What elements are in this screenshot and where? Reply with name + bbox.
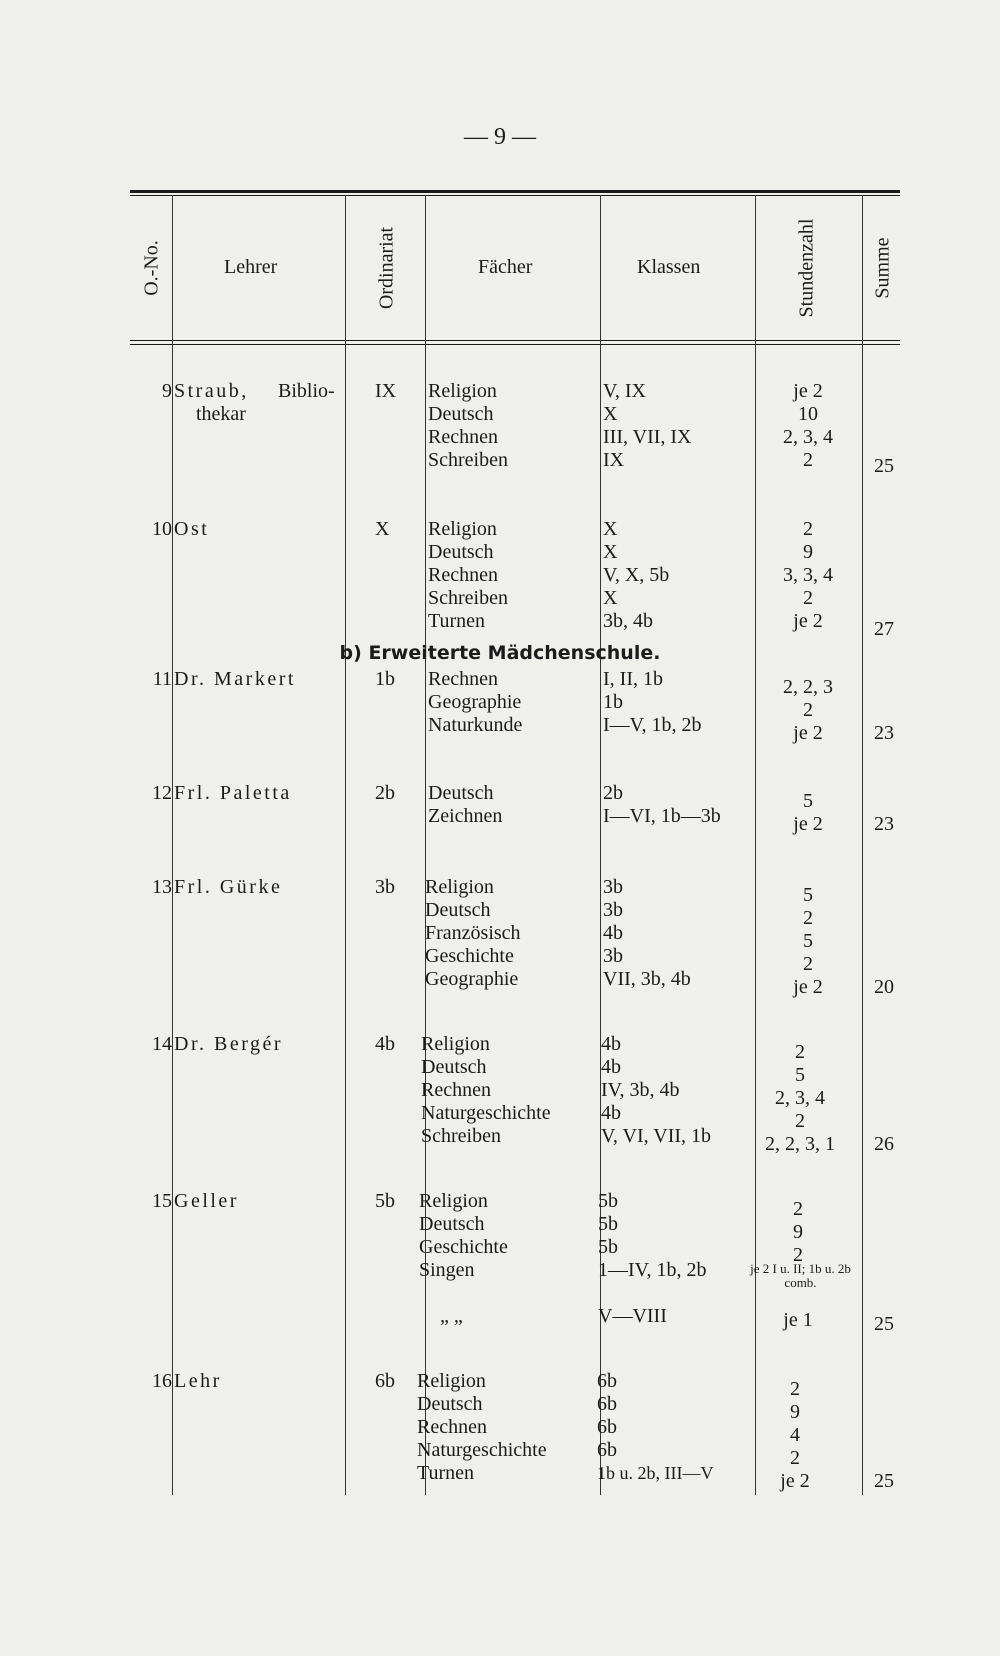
header-klassen: Klassen bbox=[637, 256, 701, 278]
sum: 23 bbox=[874, 813, 894, 835]
class: 5b bbox=[598, 1190, 618, 1212]
teacher-name: Frl. Gürke bbox=[174, 876, 283, 898]
sum: 26 bbox=[874, 1133, 894, 1155]
class: 5b bbox=[598, 1213, 618, 1235]
teacher-name: Lehr bbox=[174, 1370, 222, 1392]
hours: 2 bbox=[803, 449, 813, 471]
class: 6b bbox=[597, 1439, 617, 1461]
subject: Naturgeschichte bbox=[417, 1439, 547, 1461]
class: 3b bbox=[603, 899, 623, 921]
class: 3b bbox=[603, 945, 623, 967]
hours: 4 bbox=[790, 1424, 800, 1446]
subject: Religion bbox=[417, 1370, 486, 1392]
hours: 2, 3, 4 bbox=[783, 426, 833, 448]
class: 4b bbox=[603, 922, 623, 944]
hours: 2 bbox=[803, 953, 813, 975]
top-rule bbox=[130, 190, 900, 193]
subject: Religion bbox=[425, 876, 494, 898]
sum: 23 bbox=[874, 722, 894, 744]
teacher-ordinariat: 3b bbox=[375, 876, 395, 898]
teacher-ordinariat: 2b bbox=[375, 782, 395, 804]
header-ordinariat: Ordinariat bbox=[375, 226, 398, 310]
subject: Französisch bbox=[425, 922, 521, 944]
teacher-no: 14 bbox=[152, 1033, 172, 1055]
subject-ditto: „ „ bbox=[440, 1305, 463, 1327]
class: 3b, 4b bbox=[603, 610, 653, 632]
subject: Rechnen bbox=[428, 564, 498, 586]
hours: 2 bbox=[803, 907, 813, 929]
subject: Deutsch bbox=[417, 1393, 483, 1415]
teacher-ordinariat: 6b bbox=[375, 1370, 395, 1392]
subject: Religion bbox=[421, 1033, 490, 1055]
col-divider bbox=[172, 195, 173, 1495]
subject: Singen bbox=[419, 1259, 475, 1281]
hours: 2 bbox=[803, 699, 813, 721]
class: I—VI, 1b—3b bbox=[603, 805, 721, 827]
subject: Geschichte bbox=[425, 945, 514, 967]
hours: 5 bbox=[803, 790, 813, 812]
hours-note: je 2 I u. II; 1b u. 2b comb. bbox=[750, 1261, 851, 1290]
class: 5b bbox=[598, 1236, 618, 1258]
subject: Schreiben bbox=[421, 1125, 501, 1147]
subject: Rechnen bbox=[428, 668, 498, 690]
hours: 2, 2, 3 bbox=[783, 676, 833, 698]
hours: je 2 bbox=[780, 1470, 810, 1492]
subject: Deutsch bbox=[428, 782, 494, 804]
hours: 2 bbox=[795, 1041, 805, 1063]
subject: Naturgeschichte bbox=[421, 1102, 551, 1124]
page-number: — 9 — bbox=[464, 124, 536, 150]
hours: 5 bbox=[795, 1064, 805, 1086]
teacher-no: 12 bbox=[152, 782, 172, 804]
section-title: b) Erweiterte Mädchenschule. bbox=[339, 642, 661, 664]
teacher-no: 10 bbox=[152, 518, 172, 540]
class: IX bbox=[603, 449, 625, 471]
subject: Geschichte bbox=[419, 1236, 508, 1258]
hours: je 2 bbox=[793, 722, 823, 744]
hours: 2, 3, 4 bbox=[775, 1087, 825, 1109]
class: 1b u. 2b, III—V bbox=[597, 1463, 714, 1483]
teacher-ordinariat: X bbox=[375, 518, 390, 540]
class: 1b bbox=[603, 691, 623, 713]
teacher-ordinariat: 5b bbox=[375, 1190, 395, 1212]
teacher-ordinariat: 4b bbox=[375, 1033, 395, 1055]
subject: Deutsch bbox=[419, 1213, 485, 1235]
class: 3b bbox=[603, 876, 623, 898]
class: 4b bbox=[601, 1033, 621, 1055]
class: V—VIII bbox=[598, 1305, 667, 1327]
subject: Geographie bbox=[425, 968, 519, 990]
hours: 2 bbox=[803, 518, 813, 540]
teacher-name: Dr. Bergér bbox=[174, 1033, 284, 1055]
teacher-ordinariat: 1b bbox=[375, 668, 395, 690]
subject: Rechnen bbox=[417, 1416, 487, 1438]
hours: 9 bbox=[803, 541, 813, 563]
class: V, IX bbox=[603, 380, 646, 402]
class: IV, 3b, 4b bbox=[601, 1079, 680, 1101]
class: 2b bbox=[603, 782, 623, 804]
sum: 25 bbox=[874, 455, 894, 477]
teacher-no: 15 bbox=[152, 1190, 172, 1212]
hours: 10 bbox=[798, 403, 818, 425]
header-lehrer: Lehrer bbox=[224, 256, 278, 278]
hours: 2 bbox=[790, 1378, 800, 1400]
header-rule-thin bbox=[130, 344, 900, 345]
sum: 27 bbox=[874, 618, 894, 640]
subject: Deutsch bbox=[425, 899, 491, 921]
col-divider bbox=[600, 195, 601, 1495]
class: I, II, 1b bbox=[603, 668, 663, 690]
teacher-no: 11 bbox=[152, 668, 172, 690]
hours: je 2 bbox=[793, 976, 823, 998]
class: I—V, 1b, 2b bbox=[603, 714, 702, 736]
hours: 3, 3, 4 bbox=[783, 564, 833, 586]
teacher-no: 13 bbox=[152, 876, 172, 898]
hours: je 2 bbox=[793, 813, 823, 835]
subject: Schreiben bbox=[428, 587, 508, 609]
teacher-name-line2: thekar bbox=[196, 403, 246, 425]
top-rule-thin bbox=[130, 195, 900, 196]
hours: je 1 bbox=[783, 1309, 813, 1331]
class: 6b bbox=[597, 1370, 617, 1392]
header-summe: Summe bbox=[871, 237, 894, 299]
teacher-no: 16 bbox=[152, 1370, 172, 1392]
hours: je 2 bbox=[793, 610, 823, 632]
subject: Naturkunde bbox=[428, 714, 523, 736]
class: X bbox=[603, 587, 618, 609]
teacher-name: Ost bbox=[174, 518, 210, 540]
header-no: O.-No. bbox=[140, 240, 163, 296]
class: 6b bbox=[597, 1416, 617, 1438]
teacher-name: Straub, bbox=[174, 380, 249, 402]
subject: Religion bbox=[419, 1190, 488, 1212]
header-faecher: Fächer bbox=[478, 256, 533, 278]
class: X bbox=[603, 403, 618, 425]
header-stundenzahl: Stundenzahl bbox=[795, 218, 818, 318]
subject: Rechnen bbox=[428, 426, 498, 448]
class: V, VI, VII, 1b bbox=[601, 1125, 712, 1147]
hours: 9 bbox=[790, 1401, 800, 1423]
teacher-name: Frl. Paletta bbox=[174, 782, 292, 804]
subject: Deutsch bbox=[428, 403, 494, 425]
class: X bbox=[603, 518, 618, 540]
teacher-name: Dr. Markert bbox=[174, 668, 296, 690]
teacher-no: 9 bbox=[162, 380, 172, 402]
subject: Deutsch bbox=[421, 1056, 487, 1078]
hours: 5 bbox=[803, 930, 813, 952]
subject: Turnen bbox=[428, 610, 486, 632]
subject: Religion bbox=[428, 380, 497, 402]
hours: 5 bbox=[803, 884, 813, 906]
subject: Schreiben bbox=[428, 449, 508, 471]
hours: 2 bbox=[795, 1110, 805, 1132]
col-divider bbox=[345, 195, 346, 1495]
subject: Deutsch bbox=[428, 541, 494, 563]
class: X bbox=[603, 541, 618, 563]
sum: 25 bbox=[874, 1470, 894, 1492]
hours: 2 bbox=[790, 1447, 800, 1469]
class: 4b bbox=[601, 1056, 621, 1078]
subject: Geographie bbox=[428, 691, 522, 713]
hours: 2, 2, 3, 1 bbox=[765, 1133, 835, 1155]
sum: 25 bbox=[874, 1313, 894, 1335]
teacher-name-extra: Biblio- bbox=[278, 380, 335, 402]
hours: je 2 bbox=[793, 380, 823, 402]
hours: 9 bbox=[793, 1221, 803, 1243]
class: III, VII, IX bbox=[603, 426, 692, 448]
sum: 20 bbox=[874, 976, 894, 998]
class: 6b bbox=[597, 1393, 617, 1415]
subject: Zeichnen bbox=[428, 805, 503, 827]
class: V, X, 5b bbox=[603, 564, 670, 586]
subject: Religion bbox=[428, 518, 497, 540]
hours: 2 bbox=[803, 587, 813, 609]
teacher-ordinariat: IX bbox=[375, 380, 397, 402]
subject: Rechnen bbox=[421, 1079, 491, 1101]
hours: 2 bbox=[793, 1198, 803, 1220]
hours: 2 bbox=[793, 1244, 803, 1266]
header-rule bbox=[130, 340, 900, 341]
subject: Turnen bbox=[417, 1462, 475, 1484]
class: 4b bbox=[601, 1102, 621, 1124]
class: VII, 3b, 4b bbox=[603, 968, 691, 990]
col-divider bbox=[425, 195, 426, 1495]
class: 1—IV, 1b, 2b bbox=[598, 1259, 707, 1281]
teacher-name: Geller bbox=[174, 1190, 239, 1212]
